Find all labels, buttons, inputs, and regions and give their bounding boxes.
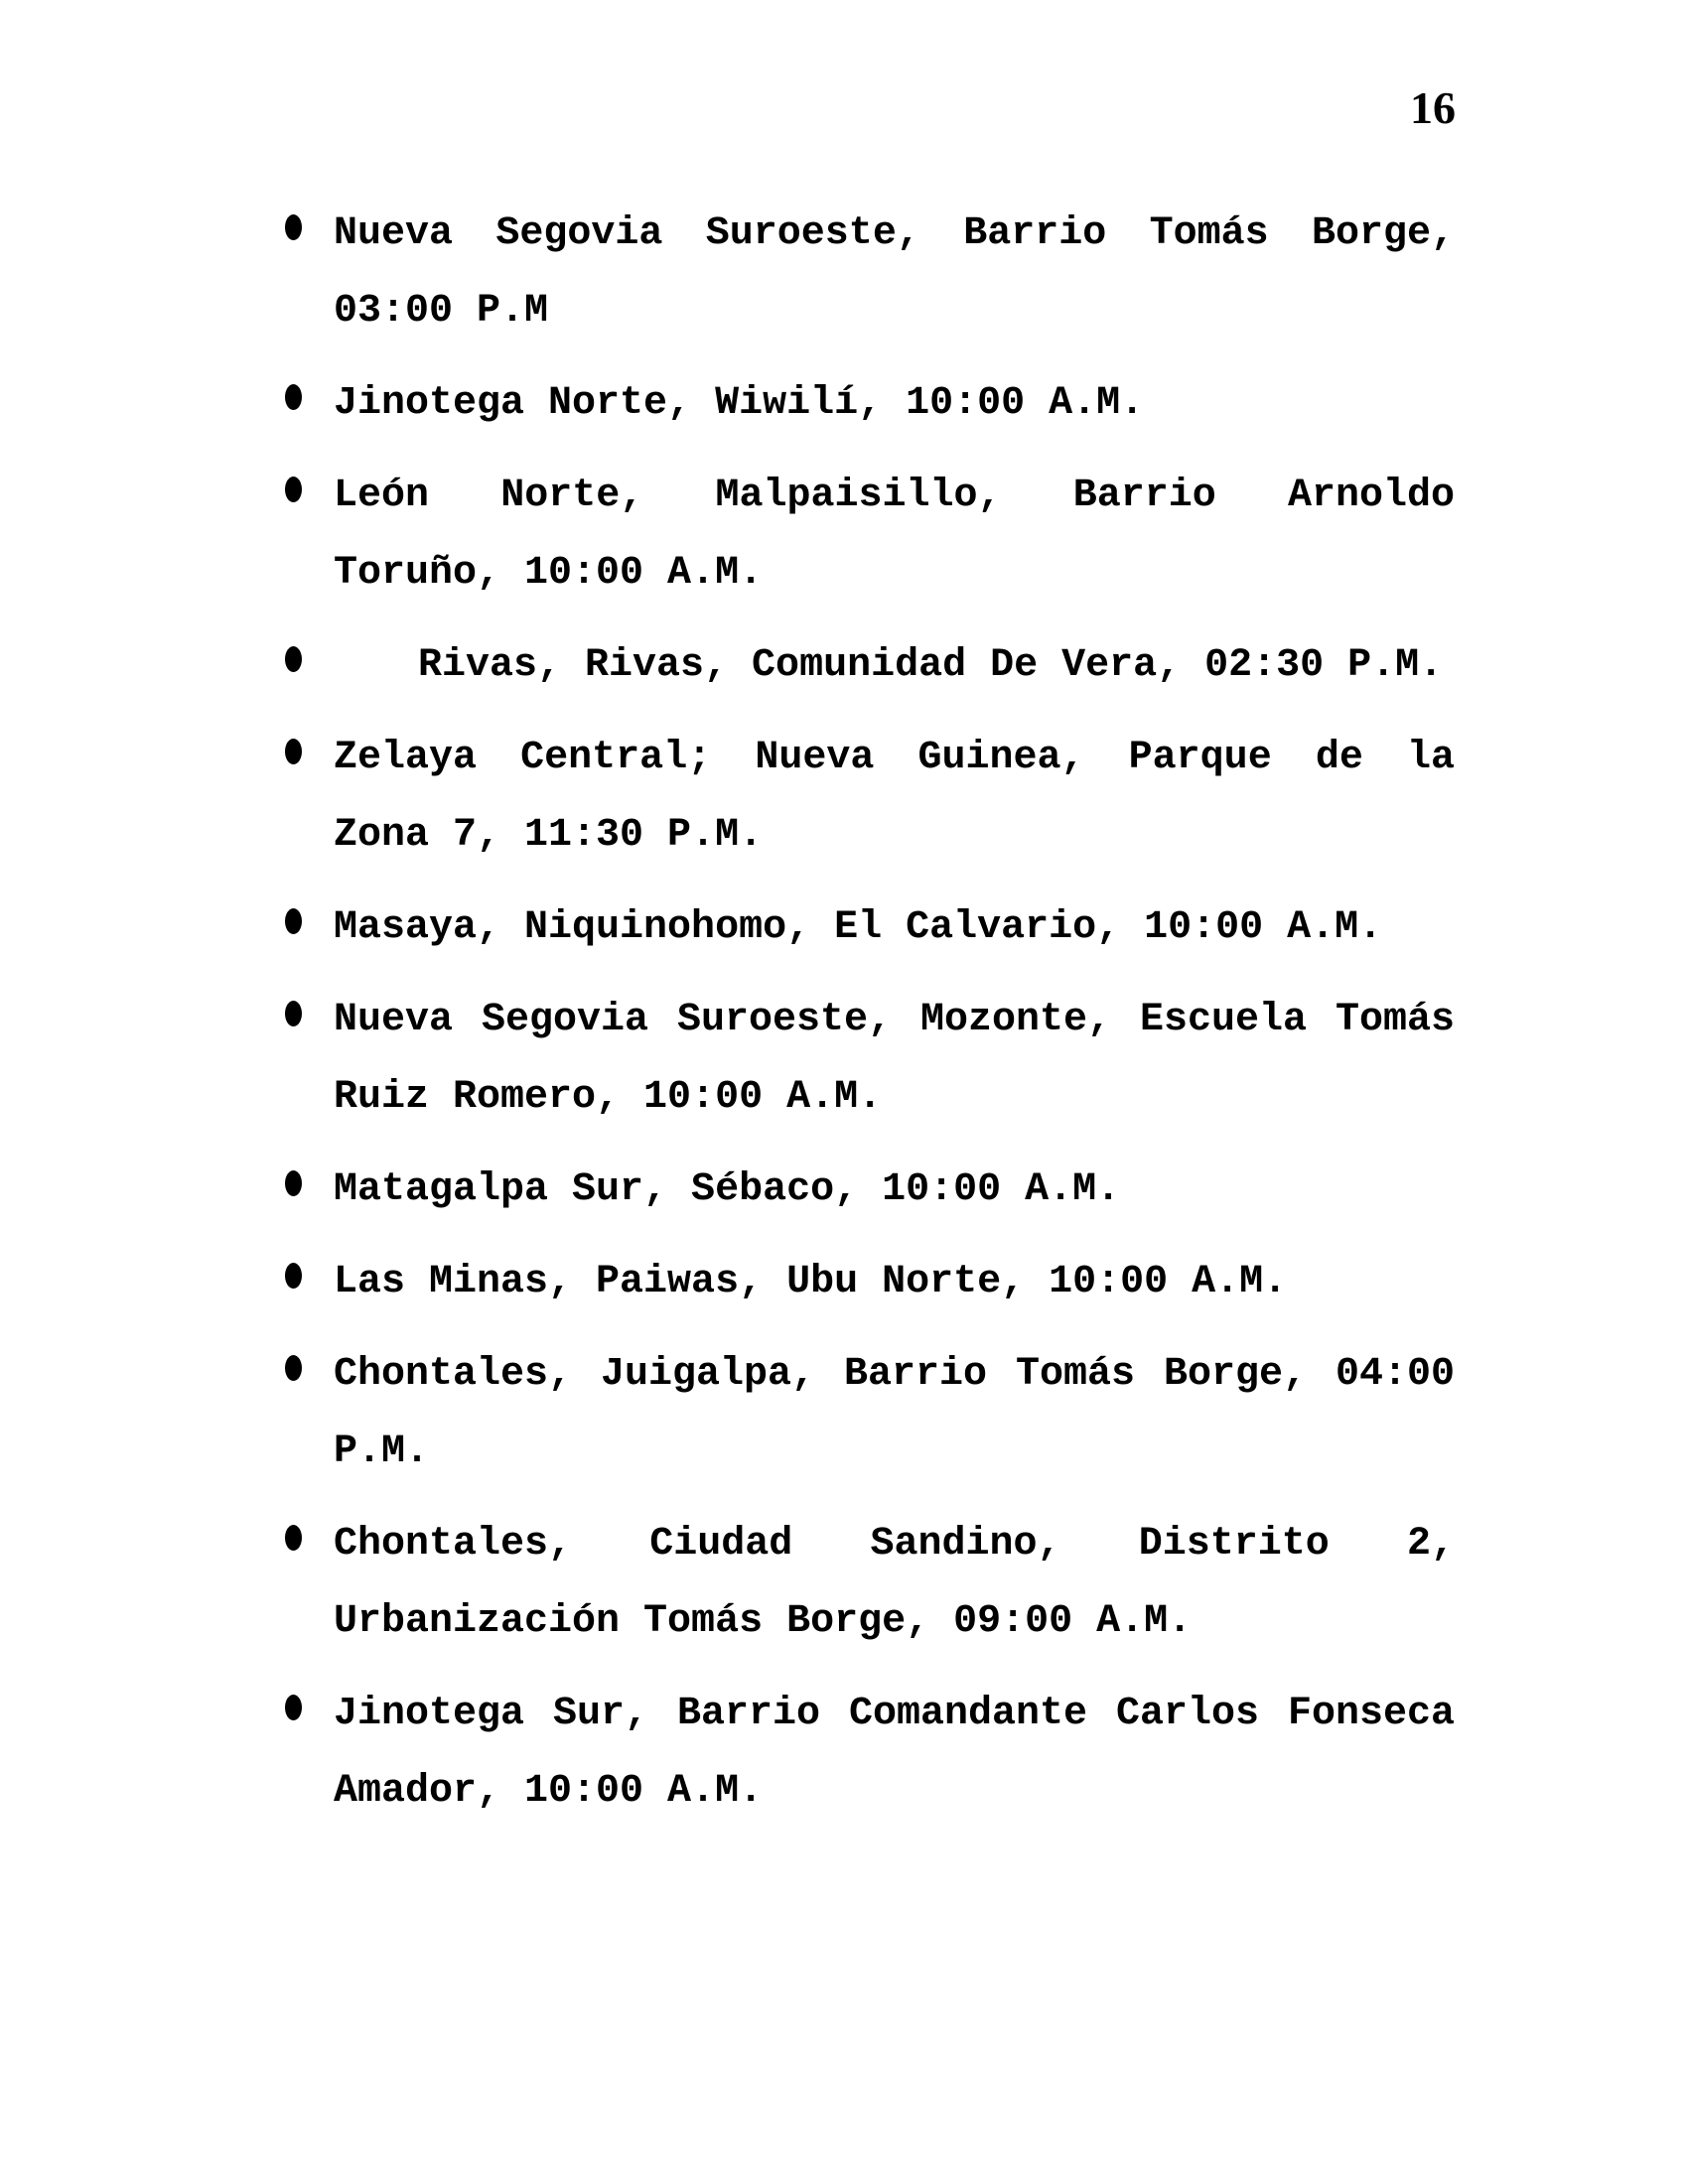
list-item-content <box>334 1244 1455 1321</box>
list-item-line: Zona 7, 11:30 P.M. <box>334 813 764 858</box>
list-item <box>285 1506 1455 1661</box>
bullet-icon <box>285 627 334 705</box>
bullet-dot <box>285 214 302 240</box>
list-item-line: León Norte, Malpaisillo, Barrio Arnoldo <box>334 474 1455 518</box>
list-item-line: Masaya, Niquinohomo, El Calvario, 10:00 A.M. <box>334 905 1383 950</box>
list-item-line: Nueva Segovia Suroeste, Mozonte, Escuela Tomás <box>334 998 1455 1042</box>
bullet-icon <box>285 889 334 967</box>
list-item-line: Nueva Segovia Suroeste, Barrio Tomás Borge, <box>334 211 1455 256</box>
bullet-dot <box>285 1170 302 1196</box>
bullet-dot <box>285 1001 302 1026</box>
list-item <box>285 1152 1455 1229</box>
list-item-line: 03:00 P.M <box>334 289 549 334</box>
list-item-content <box>334 1152 1455 1229</box>
bullet-dot <box>285 1525 302 1551</box>
list-item-content <box>334 720 1455 875</box>
list-item <box>285 982 1455 1137</box>
bullet-dot <box>285 646 302 672</box>
list-item <box>285 458 1455 613</box>
list-item-content <box>334 1336 1455 1491</box>
list-item-line: Jinotega Norte, Wiwilí, 10:00 A.M. <box>334 381 1145 426</box>
list-item-line: Las Minas, Paiwas, Ubu Norte, 10:00 A.M. <box>334 1260 1288 1304</box>
bullet-dot <box>285 384 302 410</box>
list-item <box>285 889 1455 967</box>
list-item <box>285 1244 1455 1321</box>
bullet-icon <box>285 196 334 273</box>
list-item-content <box>334 982 1455 1137</box>
bullet-icon <box>285 1244 334 1321</box>
list-item-content <box>334 889 1455 967</box>
bullet-dot <box>285 1263 302 1289</box>
bullet-icon <box>285 1336 334 1414</box>
list-item-line: Jinotega Sur, Barrio Comandante Carlos Fonseca <box>334 1692 1455 1736</box>
list-item-line: Toruño, 10:00 A.M. <box>334 551 764 596</box>
list-item-line: Ruiz Romero, 10:00 A.M. <box>334 1075 883 1120</box>
list-item <box>285 1336 1455 1491</box>
bullet-icon <box>285 720 334 797</box>
bullet-icon <box>285 458 334 535</box>
bullet-icon <box>285 982 334 1059</box>
list-item <box>285 196 1455 350</box>
bullet-icon <box>285 1152 334 1229</box>
list-item <box>285 1676 1455 1831</box>
bullet-list <box>285 196 1455 1845</box>
list-item-content <box>334 365 1455 443</box>
list-item-line: Chontales, Ciudad Sandino, Distrito 2, <box>334 1522 1455 1567</box>
list-item <box>285 720 1455 875</box>
bullet-icon <box>285 1676 334 1753</box>
bullet-dot <box>285 477 302 502</box>
list-item-line: Chontales, Juigalpa, Barrio Tomás Borge, 04:00 <box>334 1352 1455 1397</box>
bullet-dot <box>285 1355 302 1381</box>
list-item-line: Zelaya Central; Nueva Guinea, Parque de la <box>334 736 1455 780</box>
list-item-line: Rivas, Rivas, Comunidad De Vera, 02:30 P.M. <box>418 643 1444 688</box>
list-item <box>285 627 1455 705</box>
bullet-icon <box>285 1506 334 1583</box>
list-item-content <box>334 458 1455 613</box>
list-item-content <box>334 196 1455 350</box>
list-item-line: Urbanización Tomás Borge, 09:00 A.M. <box>334 1599 1193 1644</box>
list-item-line: Amador, 10:00 A.M. <box>334 1769 764 1814</box>
bullet-dot <box>285 908 302 934</box>
list-item-line: Matagalpa Sur, Sébaco, 10:00 A.M. <box>334 1167 1121 1212</box>
page-number: 16 <box>1410 82 1456 133</box>
list-item-content <box>334 1506 1455 1661</box>
list-item-content <box>334 1676 1455 1831</box>
bullet-dot <box>285 739 302 764</box>
list-item-content <box>334 627 1455 705</box>
list-item <box>285 365 1455 443</box>
list-item-line: P.M. <box>334 1430 430 1474</box>
bullet-icon <box>285 365 334 443</box>
bullet-dot <box>285 1695 302 1720</box>
